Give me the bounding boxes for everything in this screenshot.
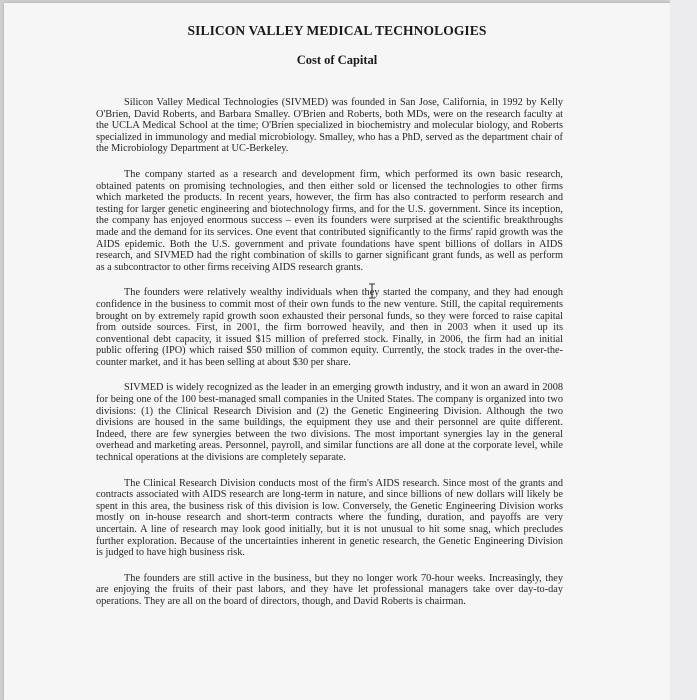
paragraph-founders-today: The founders are still active in the business, but they no longer work 70-hour weeks. Increasingly, they are enjoying the fruits of their past labors, and they have let professional managers take over day-to-day operations. They are all on the board of directors, though, and David Roberts is chairman.: [96, 572, 563, 607]
text-cursor-icon: [367, 283, 377, 299]
document-title: SILICON VALLEY MEDICAL TECHNOLOGIES: [187, 23, 487, 38]
paragraph-founding: Silicon Valley Medical Technologies (SIVMED) was founded in San Jose, California, in 1992 by Kelly O'Brien, David Roberts, and Barbara Smalley. O'Brien and Roberts, both MDs, were on the research faculty at the UCLA Medical School at the time; O'Brien specialized in biochemistry and molecular biology, and Roberts specialized in immunology and medial microbiology. Smalley, who has a PhD, served as the department chair of the Microbiology Department at UC-Berkeley.: [96, 97, 563, 155]
window-edge: [670, 0, 697, 700]
paragraph-company-history: The company started as a research and development firm, which performed its own basic research, obtained patents on promising technologies, and then either sold or licensed the technologies to other firms which marketed the products. In recent years, however, the firm has also contracted to perform research and testing for larger genetic engineering and biotechnology firms, and for the U.S. government. Since its inception, the company has enjoyed enormous success – even its founders were surprised at the scientific breakthroughs made and the demand for its services. One event that contributed significantly to the firms' rapid growth was the AIDS epidemic. Both the U.S. government and private foundations have spent billions of dollars in AIDS research, and SIVMED had the right combination of skills to garner significant grant funds, as well as perform as a subcontractor to other firms receiving AIDS research grants.: [96, 168, 563, 273]
document-page: [4, 3, 670, 700]
document-subtitle: Cost of Capital: [296, 53, 378, 67]
document-body: [96, 97, 563, 622]
paragraph-division-risk: The Clinical Research Division conducts most of the firm's AIDS research. Since most of the grants and contracts associated with AIDS research are long-term in nature, and since billions of new dollars will likely be spent in this area, the business risk of this division is low. Conversely, the Genetic Engineering Division works mostly on in-house research and short-term contracts where the funding, duration, and payoffs are very uncertain. A line of research may look good initially, but it is not unusual to hit some snag, which precludes further exploration. Because of the uncertainties inherent in genetic research, the Genetic Engineering Division is judged to have high business risk.: [96, 477, 563, 559]
paragraph-financing: The founders were relatively wealthy individuals when they started the company, and they had enough confidence in the business to commit most of their own funds to the new venture. Still, the capital requirements brought on by extremely rapid growth soon exhausted their personal funds, so they were forced to raise capital from outside sources. First, in 2001, the firm borrowed heavily, and then in 2003 when it used up its conventional debt capacity, it issued $15 million of preferred stock. Finally, in 2006, the firm had an initial public offering (IPO) which raised $50 million of common equity. Currently, the stock trades in the over-the-counter market, and it has been selling at about $30 per share.: [96, 287, 563, 368]
paragraph-divisions: SIVMED is widely recognized as the leader in an emerging growth industry, and it won an award in 2008 for being one of the 100 best-managed small companies in the United States. The company is organized into two divisions: (1) the Clinical Research Division and (2) the Genetic Engineering Division. Although the two divisions are housed in the same buildings, the equipment they use and their personnel are quite different. Indeed, there are few synergies between the two divisions. The most important synergies lay in the general overhead and marketing areas. Personnel, payroll, and similar functions are all done at the corporate level, while technical operations at the divisions are completely separate.: [96, 382, 563, 464]
